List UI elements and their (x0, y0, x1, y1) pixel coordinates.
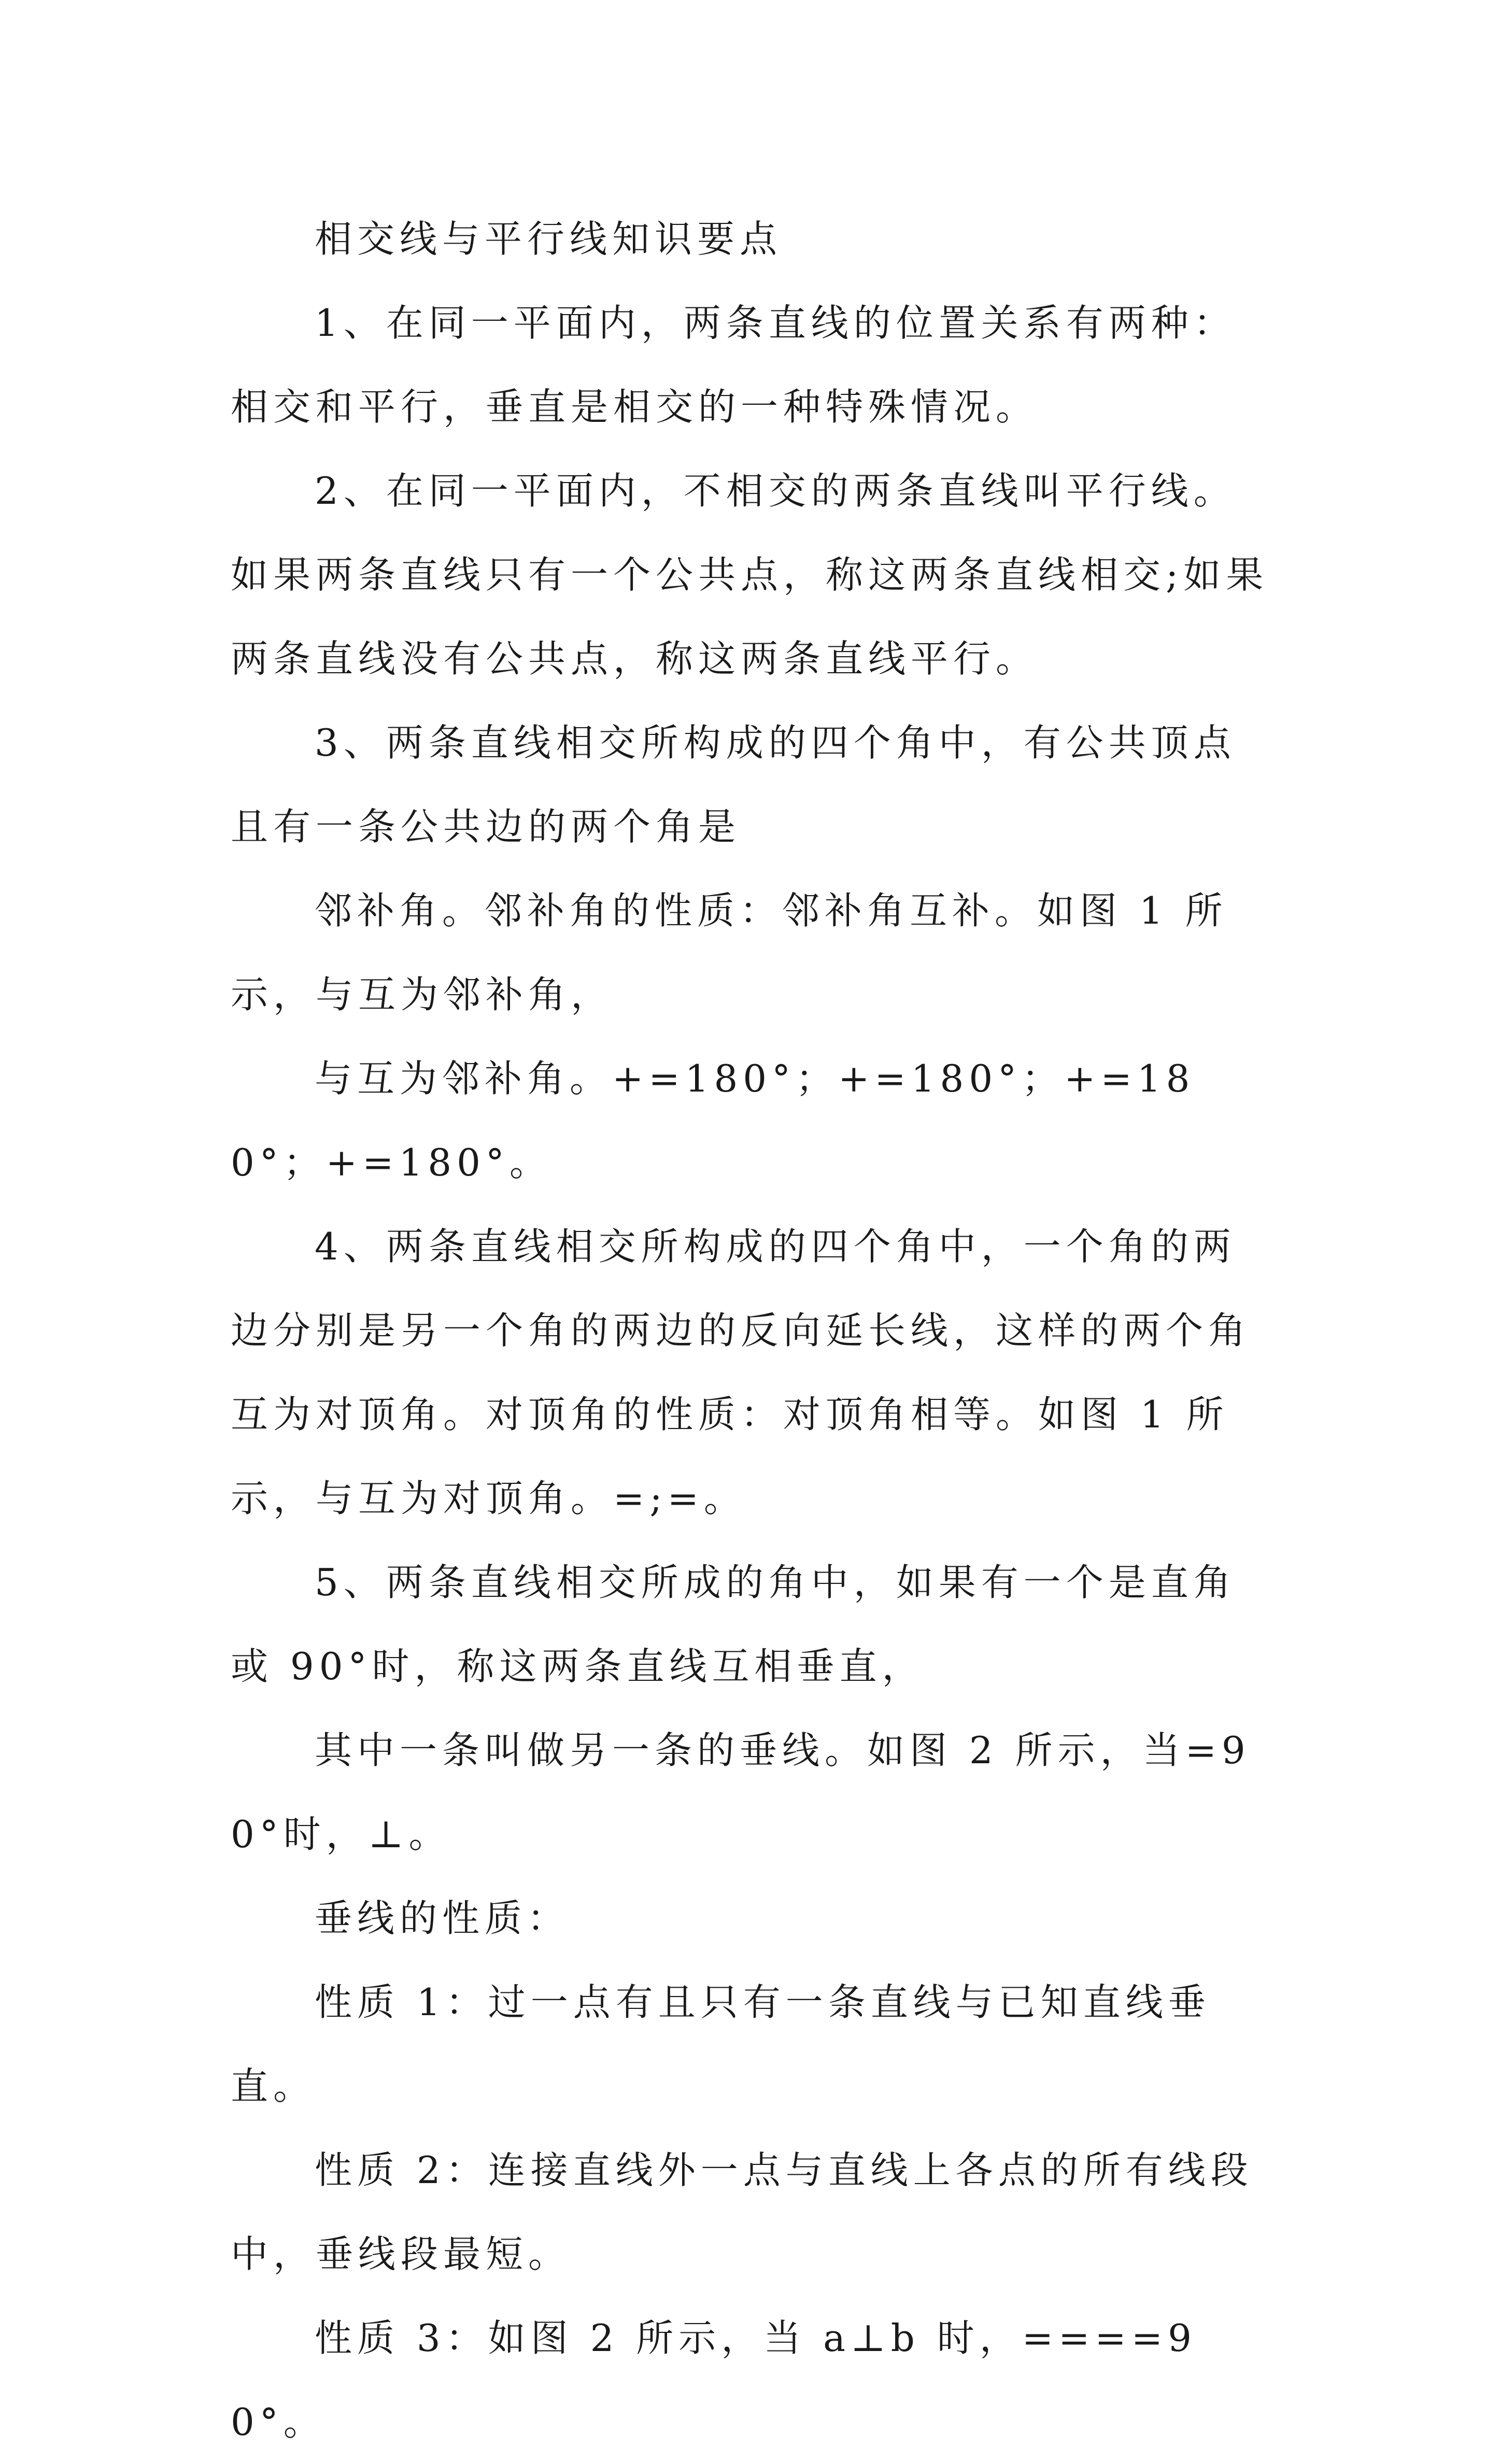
paragraph-2: 2、在同一平面内，不相交的两条直线叫平行线。如果两条直线只有一个公共点，称这两条直线相交;如果两条直线没有公共点，称这两条直线平行。 (231, 469, 1269, 681)
paragraph-7: 5、两条直线相交所成的角中，如果有一个是直角或 90°时，称这两条直线互相垂直， (231, 1561, 1236, 1688)
paragraph-11: 性质 2：连接直线外一点与直线上各点的所有线段中，垂线段最短。 (231, 2148, 1253, 2276)
paragraph-9: 垂线的性质： (315, 1896, 570, 1940)
paragraph-12: 性质 3：如图 2 所示，当 a⊥b 时，====90°。 (231, 2316, 1197, 2444)
paragraph-1: 1、在同一平面内，两条直线的位置关系有两种：相交和平行，垂直是相交的一种特殊情况。 (231, 301, 1236, 429)
paragraph-5: 与互为邻补角。+=180°；+=180°；+=180°；+=180°。 (231, 1057, 1195, 1184)
document-body (231, 197, 1278, 2464)
document-title: 相交线与平行线知识要点 (315, 217, 783, 261)
paragraph-6: 4、两条直线相交所构成的四个角中，一个角的两边分别是另一个角的两边的反向延长线，这样的两个角互为对顶角。对顶角的性质：对顶角相等。如图 1 所示，与互为对顶角。=;=。 (231, 1225, 1251, 1520)
paragraph-10: 性质 1：过一点有且只有一条直线与已知直线垂直。 (231, 1980, 1211, 2108)
paragraph-3: 3、两条直线相交所构成的四个角中，有公共顶点且有一条公共边的两个角是 (231, 721, 1236, 848)
paragraph-4: 邻补角。邻补角的性质：邻补角互补。如图 1 所示，与互为邻补角， (231, 889, 1228, 1016)
paragraph-8: 其中一条叫做另一条的垂线。如图 2 所示，当=90°时，⊥。 (231, 1729, 1251, 1856)
